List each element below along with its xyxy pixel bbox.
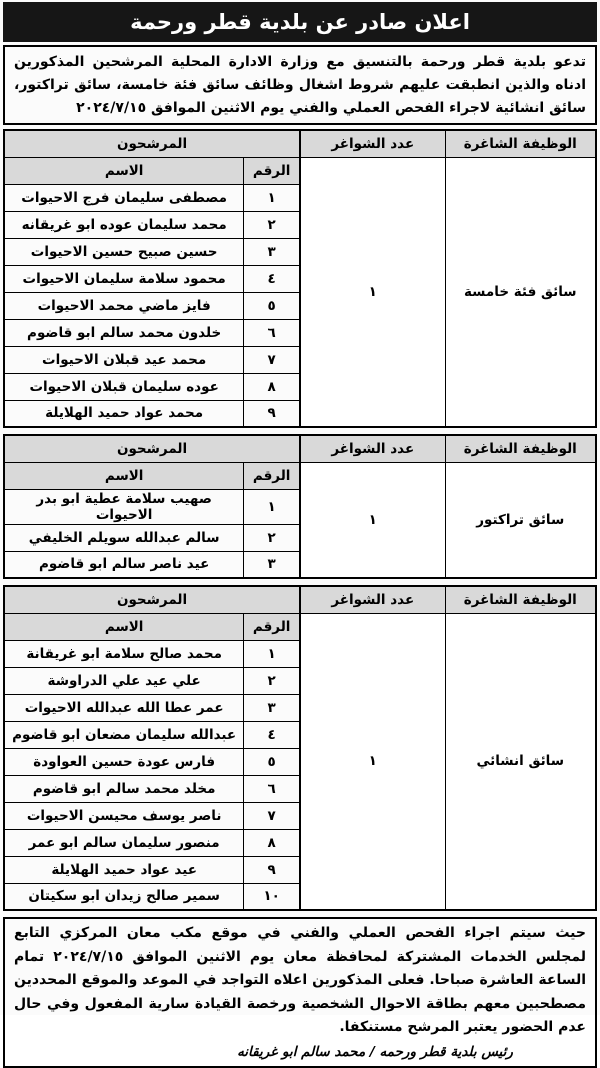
jobs-table — [3, 585, 597, 911]
table-header-row — [4, 130, 596, 157]
position-value-cell: سائق انشائي — [445, 613, 596, 910]
position-value-cell: سائق فئة خامسة — [445, 157, 596, 427]
candidate-name-cell: مصطفى سليمان فرج الاحيوات — [4, 184, 244, 211]
table-subheader-row — [4, 157, 596, 184]
candidate-name-cell: فايز ماضي محمد الاحيوات — [4, 292, 244, 319]
tables-container — [3, 129, 597, 911]
candidate-number-cell: ٣ — [244, 551, 300, 578]
name-header-cell: الاسم — [4, 157, 244, 184]
candidate-number-cell: ٣ — [244, 238, 300, 265]
candidate-name-cell: محمد سليمان عوده ابو غريقانه — [4, 211, 244, 238]
vacancies-value-cell: ١ — [300, 462, 445, 578]
table-subheader-row — [4, 462, 596, 489]
candidate-number-cell: ١ — [244, 184, 300, 211]
candidate-name-cell: فارس عودة حسين العواودة — [4, 748, 244, 775]
candidate-name-cell: منصور سليمان سالم ابو عمر — [4, 829, 244, 856]
candidate-number-cell: ٢ — [244, 211, 300, 238]
vacancies-value-cell: ١ — [300, 613, 445, 910]
intro-box — [3, 45, 597, 125]
candidate-number-cell: ٦ — [244, 319, 300, 346]
candidate-name-cell: محمد عواد حميد الهلايلة — [4, 400, 244, 427]
candidate-name-cell: عوده سليمان قبلان الاحيوات — [4, 373, 244, 400]
candidate-name-cell: عيد ناصر سالم ابو قاضوم — [4, 551, 244, 578]
name-header-cell: الاسم — [4, 613, 244, 640]
jobs-table — [3, 434, 597, 579]
candidate-number-cell: ٩ — [244, 856, 300, 883]
announcement-header-bar — [3, 2, 597, 42]
candidate-name-cell: سالم عبدالله سويلم الخليفي — [4, 524, 244, 551]
candidate-name-cell: عمر عطا الله عبدالله الاحيوات — [4, 694, 244, 721]
candidate-number-cell: ١ — [244, 640, 300, 667]
candidate-name-cell: خلدون محمد سالم ابو قاضوم — [4, 319, 244, 346]
jobs-table — [3, 129, 597, 428]
number-header-cell: الرقم — [244, 613, 300, 640]
candidate-name-cell: عبدالله سليمان مضعان ابو قاضوم — [4, 721, 244, 748]
vacancies-header-cell: عدد الشواغر — [300, 586, 445, 613]
name-header-cell: الاسم — [4, 462, 244, 489]
candidates-header-cell: المرشحون — [4, 130, 300, 157]
candidate-name-cell: محمد صالح سلامة ابو غريقانة — [4, 640, 244, 667]
candidate-number-cell: ٥ — [244, 748, 300, 775]
candidate-name-cell: سمير صالح زيدان ابو سكيتان — [4, 883, 244, 910]
footer-box — [3, 917, 597, 1068]
vacancies-header-cell: عدد الشواغر — [300, 130, 445, 157]
candidate-number-cell: ١٠ — [244, 883, 300, 910]
candidate-number-cell: ٧ — [244, 346, 300, 373]
candidate-name-cell: مخلد محمد سالم ابو قاضوم — [4, 775, 244, 802]
candidate-name-cell: عيد عواد حميد الهلايلة — [4, 856, 244, 883]
vacancies-header-cell: عدد الشواغر — [300, 435, 445, 462]
candidate-number-cell: ٣ — [244, 694, 300, 721]
candidate-name-cell: محمود سلامة سليمان الاحيوات — [4, 265, 244, 292]
candidate-name-cell: ناصر يوسف محيسن الاحيوات — [4, 802, 244, 829]
candidate-number-cell: ٥ — [244, 292, 300, 319]
candidates-header-cell: المرشحون — [4, 586, 300, 613]
candidate-name-cell: حسين صبيح حسين الاحيوات — [4, 238, 244, 265]
number-header-cell: الرقم — [244, 157, 300, 184]
candidate-name-cell: محمد عيد قبلان الاحيوات — [4, 346, 244, 373]
candidate-name-cell: صهيب سلامة عطية ابو بدر الاحيوات — [4, 489, 244, 524]
candidate-number-cell: ٩ — [244, 400, 300, 427]
candidate-number-cell: ٢ — [244, 667, 300, 694]
candidate-number-cell: ٨ — [244, 373, 300, 400]
footer-text: حيث سيتم اجراء الفحص العملي والفني في موقع مكب معان المركزي التابع لمجلس الخدمات المشتركة لمحافظة معان يوم الاثنين الموافق ٢٠٢٤/٧/١٥ تمام الساعة العاشرة صباحا. فعلى المذكورين اعلاه التواجد في الموعد والموقع المحددين مصطحبين معهم بطاقة الاحوال الشخصية ورخصة القيادة سارية المفعول وفي حال عدم الحضور يعتبر المرشح مستنكفا. — [14, 925, 586, 1035]
candidate-name-cell: علي عيد علي الدراوشة — [4, 667, 244, 694]
announcement-title: اعلان صادر عن بلدية قطر ورحمة — [130, 10, 470, 34]
candidate-number-cell: ٨ — [244, 829, 300, 856]
number-header-cell: الرقم — [244, 462, 300, 489]
candidate-number-cell: ٦ — [244, 775, 300, 802]
signature-line: رئيس بلدية قطر ورحمه / محمد سالم ابو غريقانه — [237, 1043, 513, 1060]
candidates-header-cell: المرشحون — [4, 435, 300, 462]
candidate-number-cell: ٢ — [244, 524, 300, 551]
candidate-number-cell: ٤ — [244, 721, 300, 748]
vacancies-value-cell: ١ — [300, 157, 445, 427]
candidate-number-cell: ٧ — [244, 802, 300, 829]
table-header-row — [4, 435, 596, 462]
candidate-number-cell: ١ — [244, 489, 300, 524]
position-header-cell: الوظيفة الشاغرة — [445, 586, 596, 613]
position-value-cell: سائق تراكتور — [445, 462, 596, 578]
intro-text: تدعو بلدية قطر ورحمة بالتنسيق مع وزارة الادارة المحلية المرشحين المذكورين ادناه والذين انطبقت عليهم شروط اشغال وظائف سائق فئة خامسة، سائق تراكتور، سائق انشائية لاجراء الفحص العملي والفني يوم الاثنين الموافق ٢٠٢٤/٧/١٥ — [14, 54, 586, 116]
position-header-cell: الوظيفة الشاغرة — [445, 130, 596, 157]
candidate-number-cell: ٤ — [244, 265, 300, 292]
position-header-cell: الوظيفة الشاغرة — [445, 435, 596, 462]
table-subheader-row — [4, 613, 596, 640]
table-header-row — [4, 586, 596, 613]
